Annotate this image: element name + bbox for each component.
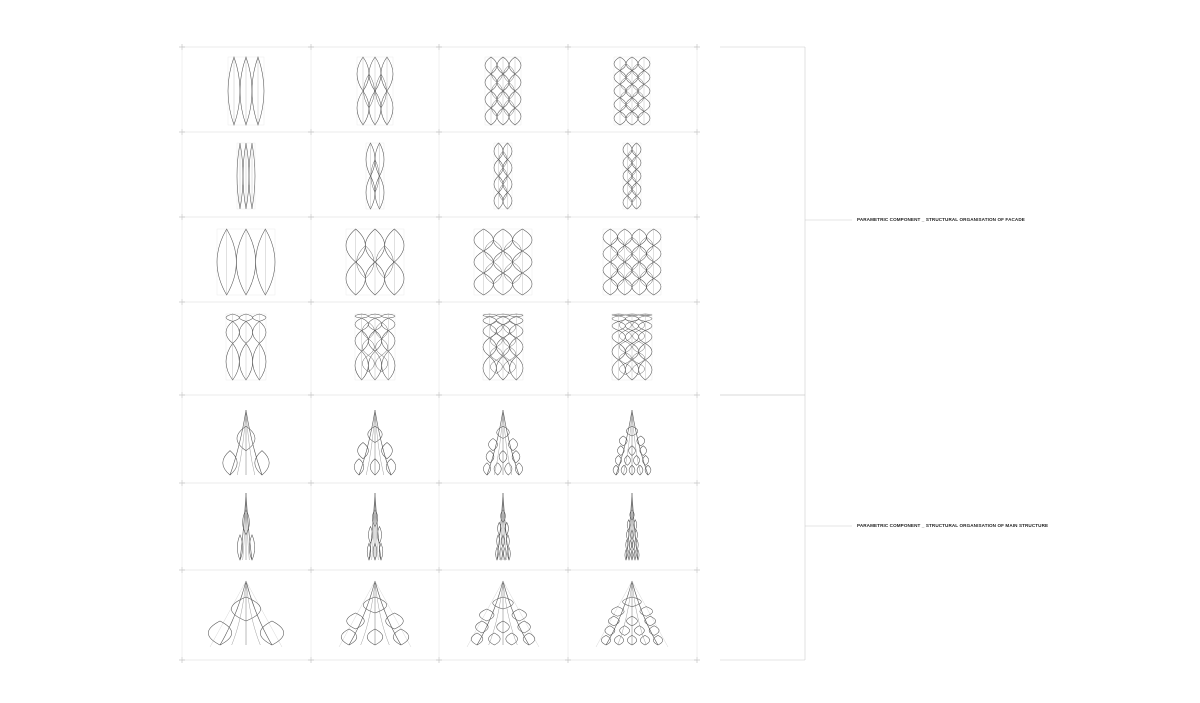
group-brackets [720,47,852,660]
component-matrix [208,57,668,647]
facade-variant-r4-c4 [612,314,652,380]
facade-variant-r2-c3 [494,143,512,209]
facade-variant-r1-c2 [357,57,393,125]
facade-variant-r1-c1 [228,57,264,125]
structure-variant-r1-c2 [354,410,396,475]
main-structure-group-label: PARAMETRIC COMPONENT _ STRUCTURAL ORGANISATION OF MAIN STRUCTURE [857,523,1049,528]
structure-variant-r1-c4 [613,410,651,475]
facade-variant-r3-c2 [346,229,404,295]
structure-variant-r2-c3 [496,493,511,560]
facade-variant-r1-c3 [485,57,521,125]
facade-variant-r4-c2 [355,314,395,380]
facade-variant-r3-c3 [474,229,532,295]
facade-variant-r3-c4 [603,229,661,295]
facade-variant-r1-c4 [614,57,650,125]
facade-variant-r3-c1 [217,229,275,295]
grid-guides [179,44,700,663]
structure-variant-r2-c1 [237,493,254,560]
facade-group-label: PARAMETRIC COMPONENT _ STRUCTURAL ORGANISATION OF FACADE [857,217,1025,222]
structure-variant-r2-c4 [625,493,639,560]
structure-variant-r1-c1 [223,410,269,475]
structure-variant-r3-c3 [467,581,539,647]
structure-variant-r1-c3 [483,410,522,475]
structure-variant-r3-c1 [208,581,283,647]
main-structure-bracket [720,395,852,660]
facade-variant-r2-c4 [623,143,641,209]
structure-variant-r3-c2 [339,581,411,647]
facade-bracket [720,47,852,395]
structure-variant-r3-c4 [596,581,668,647]
facade-variant-r2-c1 [237,143,255,209]
structure-variant-r2-c2 [367,493,383,560]
facade-variant-r4-c3 [483,314,523,380]
facade-variant-r2-c2 [366,143,384,209]
facade-variant-r4-c1 [226,314,266,380]
